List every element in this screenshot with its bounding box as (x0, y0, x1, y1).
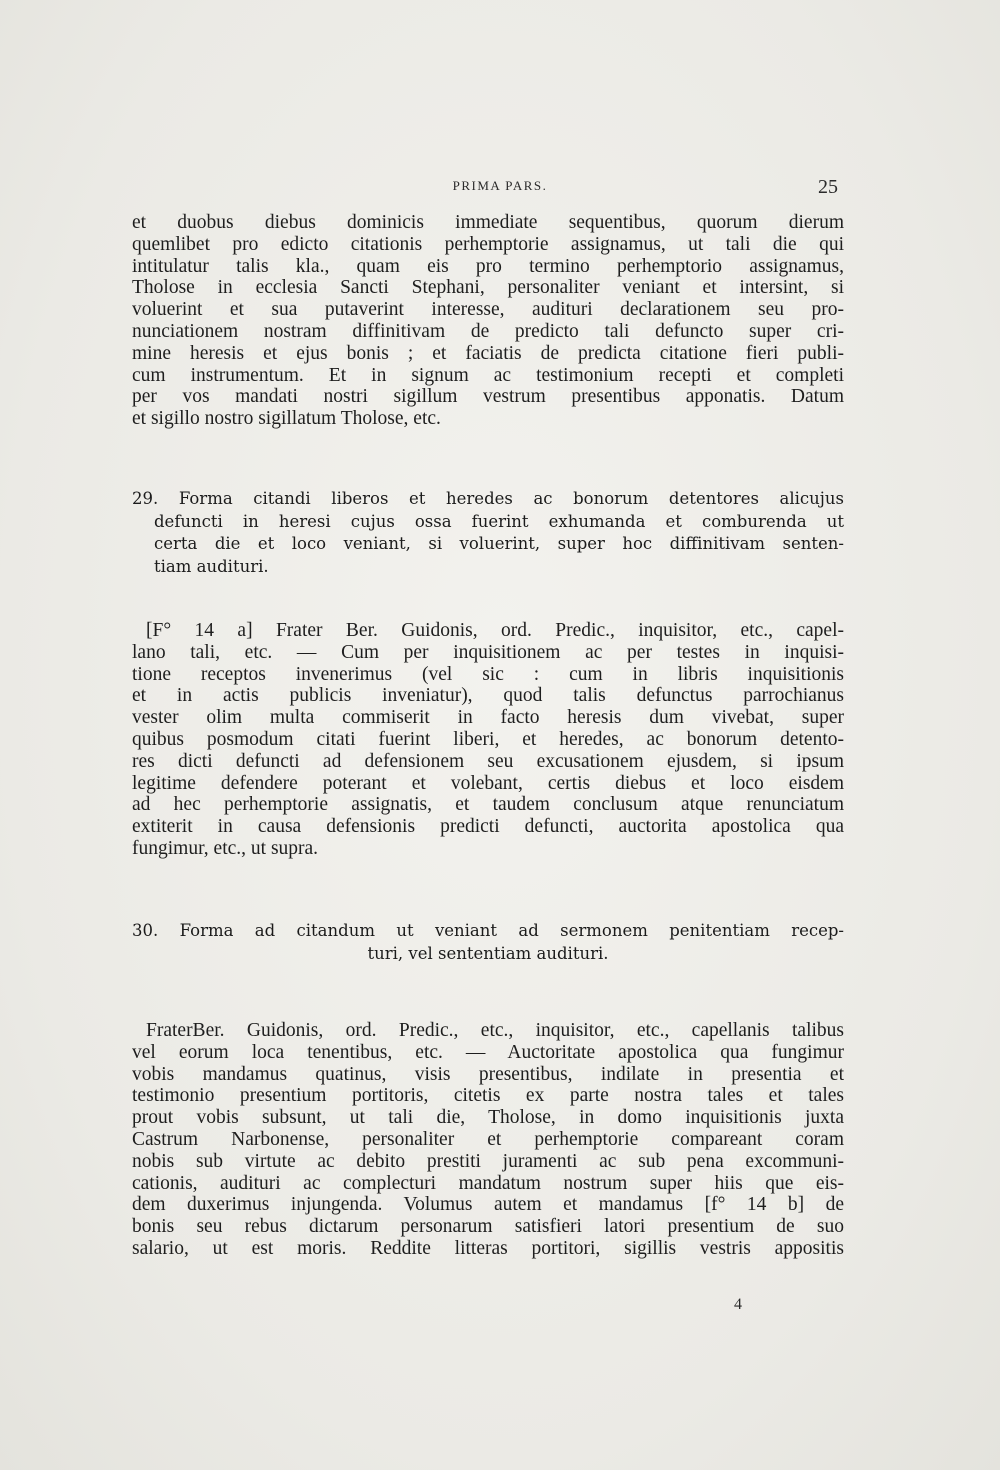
heading-line: certa die et loco veniant, si voluerint, super hoc diffinitivam senten- (154, 534, 844, 553)
text-line: fungimur, etc., ut supra. (132, 837, 319, 859)
text-line: vobis mandamus quatinus, visis presentibus, indilate in presentia et (132, 1063, 844, 1085)
text-line: et in actis publicis inveniatur), quod talis defunctus parrochianus (132, 685, 844, 707)
section-30-heading (132, 920, 844, 965)
text-line: vel eorum loca tenentibus, etc. — Auctoritate apostolica qua fungimur (132, 1041, 844, 1063)
heading-line: defuncti in heresi cujus ossa fuerint exhumanda et comburenda ut (154, 511, 844, 531)
text-line: nunciationem nostram diffinitivam de predicto tali defuncto super cri- (132, 320, 844, 342)
signature-mark: 4 (734, 1296, 742, 1313)
heading-line: tiam audituri. (154, 556, 269, 576)
text-line: voluerint et sua putaverint interesse, audituri declarationem seu pro- (132, 299, 844, 321)
text-line: cum instrumentum. Et in signum ac testimonium recepti et completi (132, 364, 844, 386)
text-line: cationis, audituri ac complecturi mandatum nostrum super hiis que eis- (132, 1172, 844, 1194)
text-line: ad hec perhemptorie assignatis, et taudem conclusum atque renunciatum (132, 794, 844, 816)
text-line: et duobus diebus dominicis immediate sequentibus, quorum dierum (132, 212, 844, 233)
text-line: salario, ut est moris. Reddite litteras portitori, sigillis vestris appositis (132, 1237, 844, 1259)
heading-line: 29. Forma citandi liberos et heredes ac bonorum detentores alicujus (132, 489, 844, 508)
text-line: mine heresis et ejus bonis ; et faciatis de predicta citatione fieri publi- (132, 342, 844, 364)
heading-line: turi, vel sententiam audituri. (367, 943, 609, 963)
heading-line: 30. Forma ad citandum ut veniant ad sermonem penitentiam recep- (132, 921, 844, 940)
section-30-body (132, 1020, 844, 1260)
running-head (0, 174, 1000, 198)
text-line: vester olim multa commiserit in facto heresis dum vivebat, super (132, 707, 844, 729)
section-29-heading (132, 488, 844, 578)
text-line: legitime defendere poterant et volebant, certis diebus et loco eisdem (132, 772, 844, 794)
text-line: per vos mandati nostri sigillum vestrum presentibus apponatis. Datum (132, 386, 844, 408)
page-number: 25 (818, 176, 838, 198)
text-line: res dicti defuncti ad defensionem seu excusationem ejusdem, si ipsum (132, 750, 844, 772)
text-line: tione receptos invenerimus (vel sic : cum in libris inquisitionis (132, 663, 844, 685)
text-line: quibus posmodum citati fuerint liberi, et heredes, ac bonorum detento- (132, 728, 844, 750)
text-line: extiterit in causa defensionis predicti defuncti, auctorita apostolica qua (132, 816, 844, 838)
text-line: nobis sub virtute ac debito prestiti juramenti ac sub pena excommuni- (132, 1150, 844, 1172)
text-line: testimonio presentium portitoris, citetis ex parte nostra tales et tales (132, 1085, 844, 1107)
running-title: PRIMA PARS. (452, 178, 548, 193)
text-line: quemlibet pro edicto citationis perhemptorie assignamus, ut tali die qui (132, 233, 844, 255)
text-line: Castrum Narbonense, personaliter et perhemptorie compareant coram (132, 1128, 844, 1150)
text-line: dem duxerimus injungenda. Volumus autem et mandamus [f° 14 b] de (132, 1194, 844, 1216)
text-line: bonis seu rebus dictarum personarum satisfieri latori presentium de suo (132, 1216, 844, 1238)
continued-paragraph (132, 212, 844, 430)
text-line: [F° 14 a] Frater Ber. Guidonis, ord. Predic., inquisitor, etc., capel- (146, 620, 844, 641)
text-line: intitulatur talis kla., quam eis pro termino perhemptorio assignamus, (132, 255, 844, 277)
text-line: Tholose in ecclesia Sancti Stephani, personaliter veniant et intersint, si (132, 277, 844, 299)
text-line: FraterBer. Guidonis, ord. Predic., etc., inquisitor, etc., capellanis talibus (146, 1020, 844, 1041)
text-line: et sigillo nostro sigillatum Tholose, etc. (132, 408, 441, 430)
text-line: lano tali, etc. — Cum per inquisitionem ac per testes in inquisi- (132, 641, 844, 663)
section-29-body (132, 620, 844, 860)
text-line: prout vobis subsunt, ut tali die, Tholose, in domo inquisitionis juxta (132, 1107, 844, 1129)
